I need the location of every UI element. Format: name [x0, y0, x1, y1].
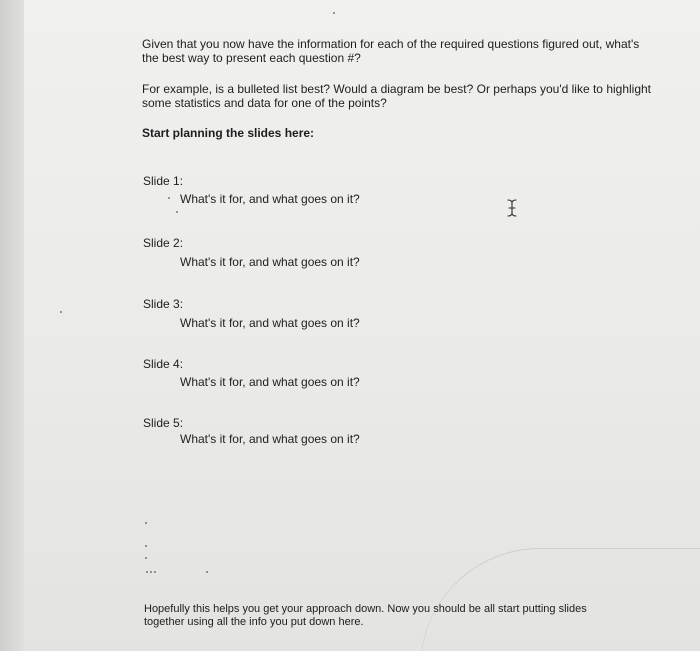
- slide-4-label: Slide 4:: [143, 357, 184, 371]
- slide-1-description: What's it for, and what goes on it?: [180, 192, 360, 206]
- slide-2-label: Slide 2:: [143, 236, 184, 250]
- stray-mark: [206, 571, 208, 573]
- stray-mark: [145, 557, 147, 559]
- stray-mark: [154, 571, 156, 573]
- slide-5-label: Slide 5:: [143, 416, 184, 430]
- stray-mark: [168, 197, 170, 199]
- stray-mark: [150, 571, 152, 573]
- planning-heading: Start planning the slides here:: [142, 126, 315, 140]
- footer-text: Hopefully this helps you get your approach down. Now you should be all start putting slides together using all the info you put down here.: [144, 603, 587, 628]
- text-cursor-icon: [505, 198, 519, 218]
- slide-4-description: What's it for, and what goes on it?: [180, 375, 360, 389]
- stray-mark: [60, 311, 62, 313]
- stray-mark: [145, 545, 147, 547]
- stray-mark: [146, 571, 148, 573]
- slide-2-description: What's it for, and what goes on it?: [180, 255, 360, 269]
- slide-3-description: What's it for, and what goes on it?: [180, 316, 360, 330]
- slide-1-label: Slide 1:: [143, 174, 184, 188]
- stray-mark: [333, 12, 335, 14]
- stray-mark: [145, 522, 147, 524]
- example-text: For example, is a bulleted list best? Would a diagram be best? Or perhaps you'd like to highlight some statistics and data for one of the points?: [142, 82, 652, 110]
- intro-text: Given that you now have the information for each of the required questions figured out, what's the best way to present each question #?: [142, 37, 640, 65]
- slide-5-description: What's it for, and what goes on it?: [180, 432, 360, 446]
- stray-mark: [176, 211, 178, 213]
- slide-3-label: Slide 3:: [143, 297, 184, 311]
